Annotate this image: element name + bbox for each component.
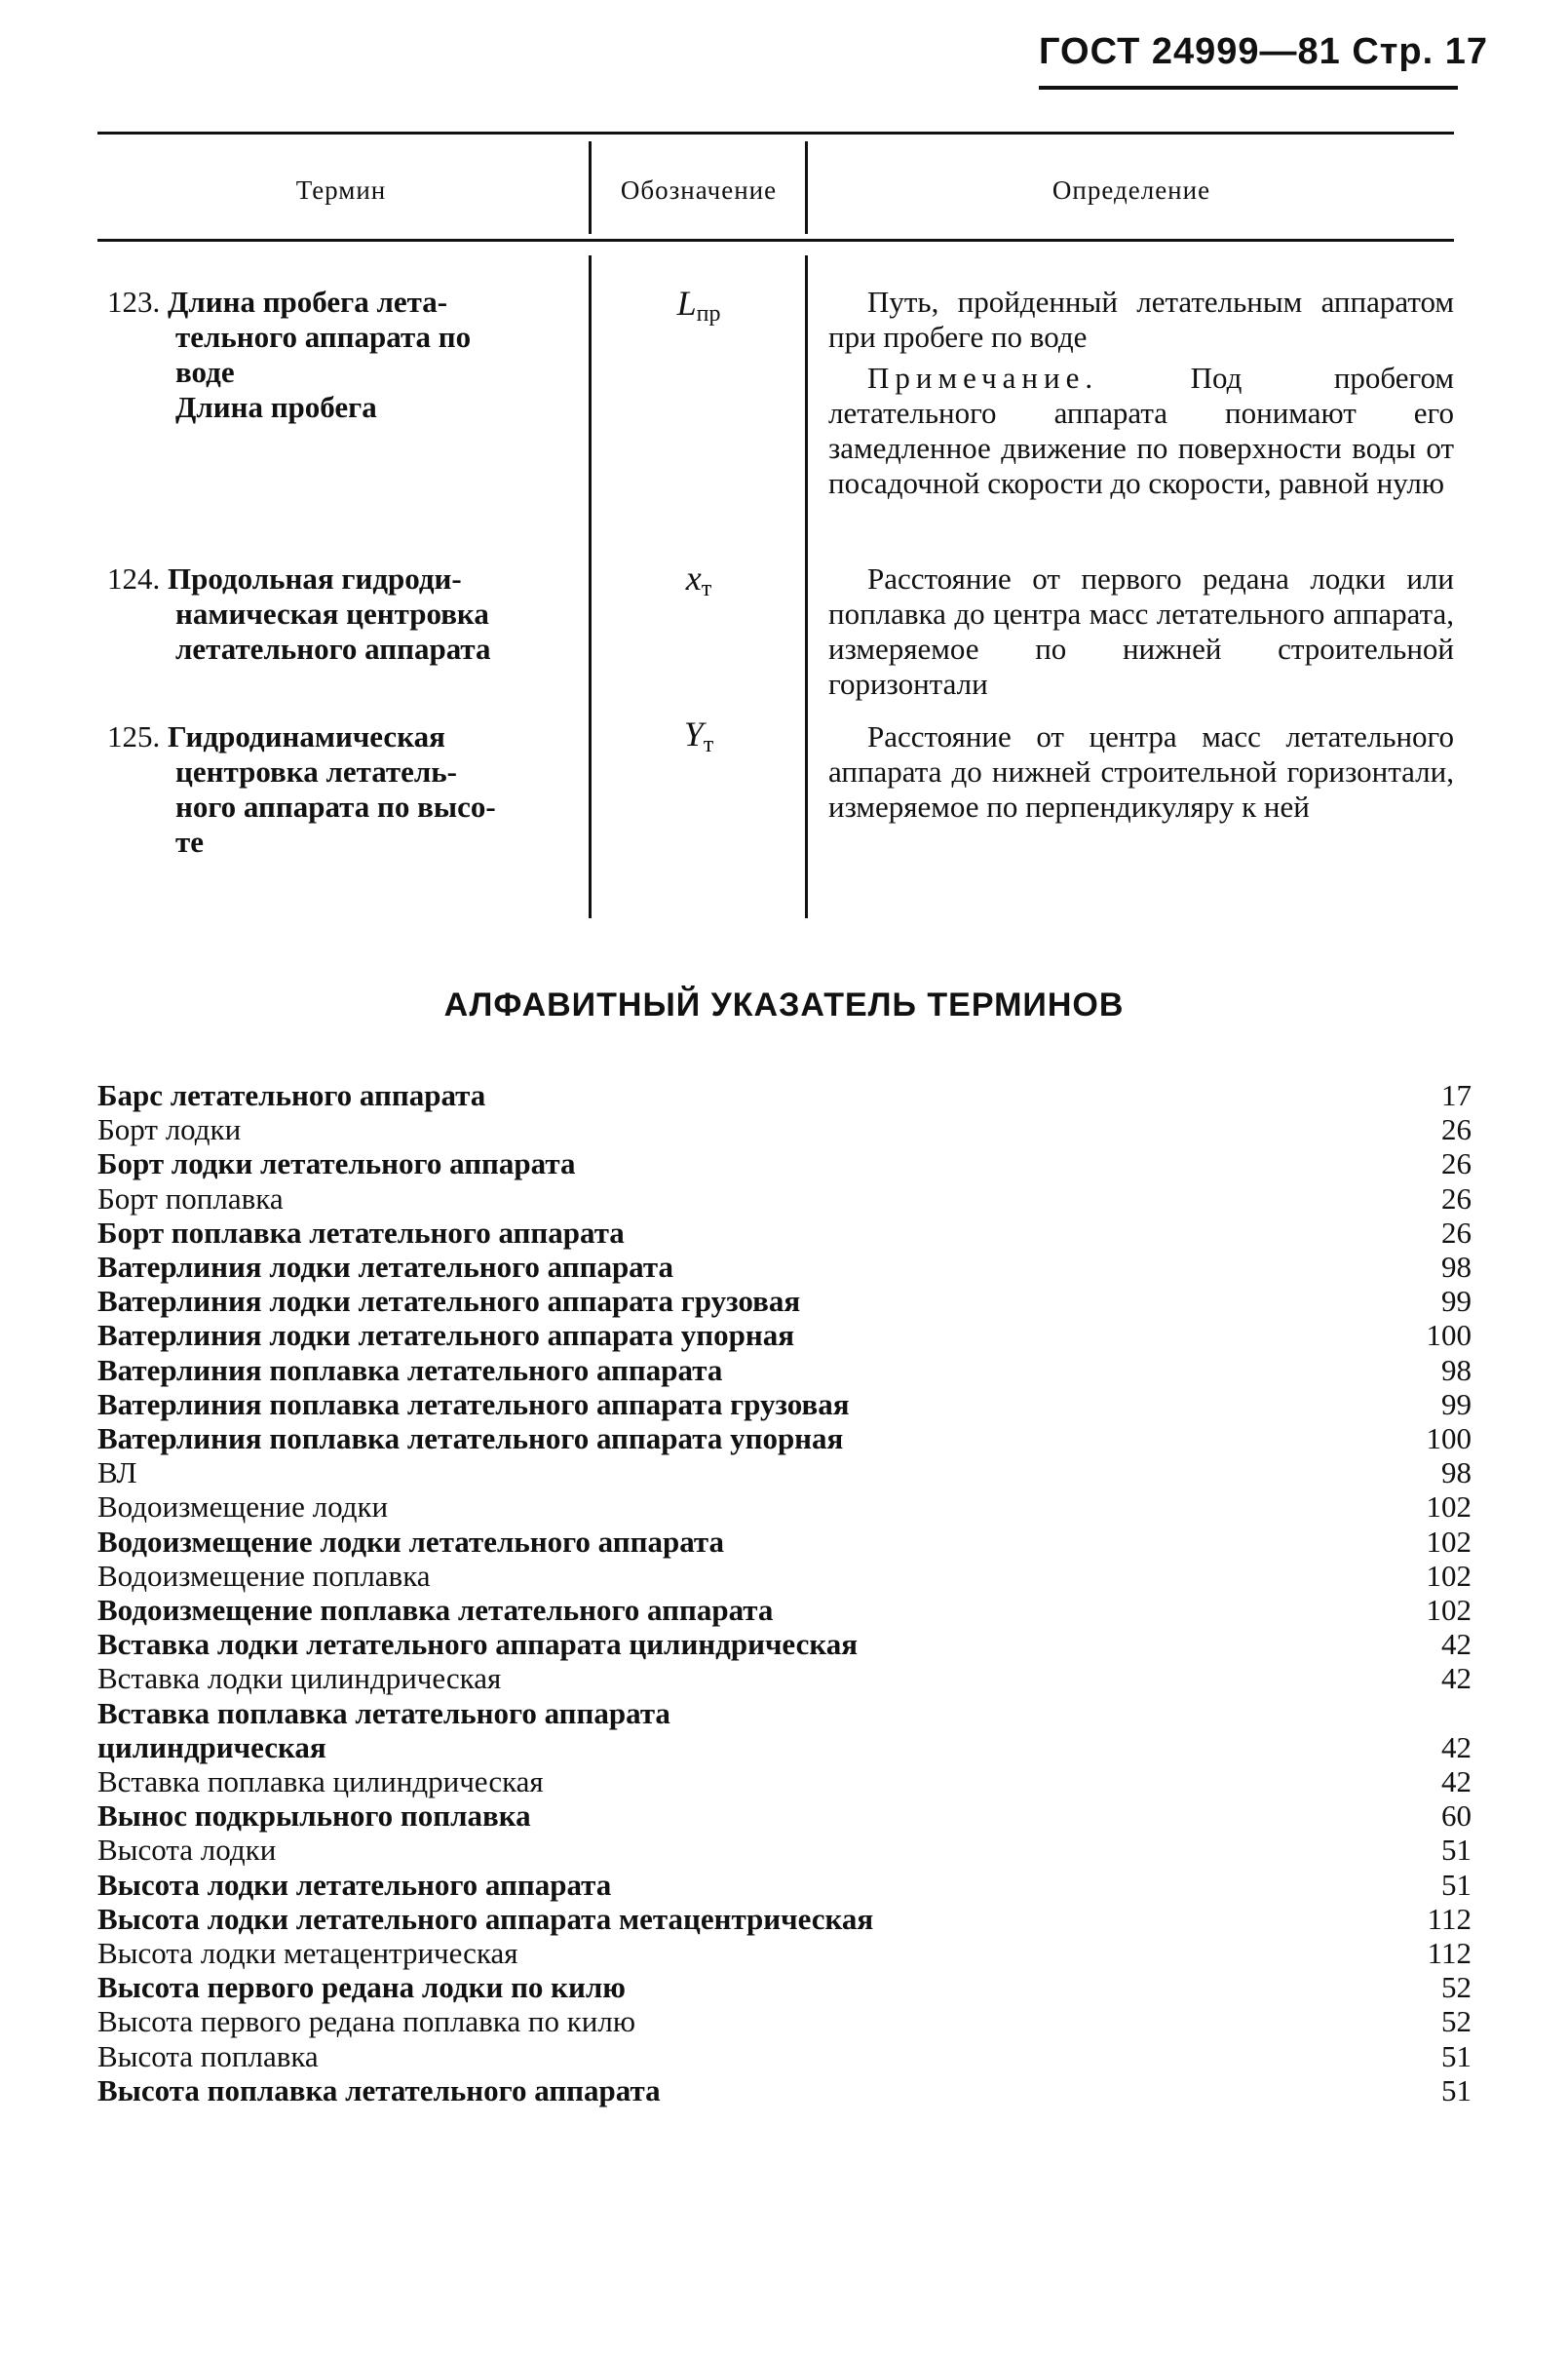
- index-term: Высота поплавка: [97, 2039, 319, 2073]
- index-term: ВЛ: [97, 1455, 137, 1489]
- term-number: 123.: [107, 285, 161, 319]
- definition-124: [828, 561, 1454, 702]
- symbol-subscript: пр: [696, 301, 721, 327]
- term-number: 125.: [107, 719, 161, 753]
- index-page: 52: [1441, 2004, 1472, 2038]
- symbol-123: [593, 283, 805, 328]
- index-page: 98: [1441, 1455, 1472, 1489]
- symbol-subscript: т: [703, 732, 714, 757]
- index-entry: [97, 1353, 1472, 1388]
- index-term: Ватерлиния лодки летательного аппарата грузовая: [97, 1284, 801, 1318]
- index-page: 51: [1441, 1868, 1472, 1902]
- term-line: ного аппарата по высо-: [175, 790, 496, 824]
- index-entry: [97, 1146, 1472, 1181]
- index-page: 102: [1426, 1525, 1472, 1559]
- index-page: 112: [1427, 1902, 1472, 1936]
- term-line: Длина пробега лета-: [168, 285, 448, 319]
- index-entry: [97, 1764, 1472, 1799]
- index-entry: [97, 1455, 1472, 1490]
- index-term: Ватерлиния поплавка летательного аппарата: [97, 1353, 723, 1387]
- index-page: 51: [1441, 2073, 1472, 2107]
- index-page: 26: [1441, 1146, 1472, 1180]
- note-text: Под пробегом летательного аппарата понимают его замедленное движение по поверхности воды от посадочной скорости до скорости, равной нулю: [828, 361, 1454, 500]
- index-term: Высота лодки летательного аппарата метацентрическая: [97, 1902, 874, 1936]
- term-line: намическая центровка: [175, 597, 489, 631]
- symbol-125: [593, 714, 805, 758]
- index-term: Вставка поплавка летательного аппарата: [97, 1696, 670, 1730]
- index-term: Ватерлиния лодки летательного аппарата: [97, 1250, 673, 1284]
- page-header: ГОСТ 24999—81 Стр. 17: [1039, 31, 1489, 72]
- column-header-symbol: Обозначение: [620, 175, 778, 205]
- index-entry: [97, 1387, 1472, 1422]
- index-entry: [97, 1318, 1472, 1353]
- index-entry: [97, 2073, 1472, 2108]
- index-term: Высота лодки: [97, 1833, 277, 1867]
- header-underline: [1039, 86, 1458, 90]
- index-page: 102: [1426, 1593, 1472, 1627]
- index-page: 26: [1441, 1216, 1472, 1250]
- index-page: 51: [1441, 1833, 1472, 1867]
- index-term: Ватерлиния поплавка летательного аппарата упорная: [97, 1421, 844, 1455]
- index-entry: [97, 1489, 1472, 1525]
- term-line: те: [175, 825, 204, 859]
- table-row-123-term: [107, 285, 565, 425]
- index-entry: [97, 1216, 1472, 1251]
- index-page: 42: [1441, 1730, 1472, 1764]
- index-page: 102: [1426, 1489, 1472, 1524]
- table-top-rule: [97, 132, 1454, 135]
- column-divider-2: [805, 255, 808, 918]
- table-row-125-term: [107, 719, 565, 860]
- column-header-definition: Определение: [1052, 175, 1211, 205]
- index-page: 98: [1441, 1250, 1472, 1284]
- index-page: 99: [1441, 1387, 1472, 1421]
- index-entry: [97, 1970, 1472, 2005]
- index-page: 102: [1426, 1559, 1472, 1593]
- table-header-rule: [97, 239, 1454, 242]
- index-entry: [97, 2039, 1472, 2074]
- column-divider-1: [589, 255, 592, 918]
- term-line: воде: [175, 355, 235, 389]
- column-divider-1-header: [589, 141, 592, 234]
- definition-text: Расстояние от первого редана лодки или поплавка до центра масс летательного аппарата, измеряемое по нижней строительной горизонтали: [828, 561, 1454, 701]
- index-page: 60: [1441, 1798, 1472, 1833]
- index-page: 100: [1426, 1318, 1472, 1352]
- symbol-subscript: т: [701, 576, 712, 601]
- index-page: 42: [1441, 1764, 1472, 1798]
- index-term: Вынос подкрыльного поплавка: [97, 1798, 531, 1833]
- symbol-main: L: [676, 284, 697, 323]
- index-page: 52: [1441, 1970, 1472, 2004]
- index-term: Вставка поплавка цилиндрическая: [97, 1764, 544, 1798]
- index-page: 99: [1441, 1284, 1472, 1318]
- definition-125: [828, 719, 1454, 825]
- index-term: Ватерлиния лодки летательного аппарата упорная: [97, 1318, 794, 1352]
- index-page: 42: [1441, 1627, 1472, 1661]
- note-label: Примечание.: [867, 361, 1099, 395]
- term-line: Продольная гидроди-: [168, 561, 462, 596]
- term-line: центровка летатель-: [175, 754, 457, 789]
- index-page: 51: [1441, 2039, 1472, 2073]
- column-divider-2-header: [805, 141, 808, 234]
- index-term: Вставка лодки цилиндрическая: [97, 1661, 502, 1695]
- index-entry: [97, 1078, 1472, 1113]
- index-page: 98: [1441, 1353, 1472, 1387]
- index-entry: [97, 1936, 1472, 1971]
- index-page: 17: [1441, 1078, 1472, 1112]
- index-entry: [97, 1868, 1472, 1903]
- index-term: Водоизмещение лодки: [97, 1489, 389, 1524]
- index-entry: [97, 1627, 1472, 1662]
- term-line: тельного аппарата по: [175, 320, 472, 354]
- column-header-term: Термин: [295, 175, 387, 205]
- definition-text: Расстояние от центра масс летательного аппарата до нижней строительной горизонтали, измеряемое по перпендикуляру к ней: [828, 719, 1454, 824]
- index-term: Борт поплавка летательного аппарата: [97, 1216, 625, 1250]
- index-term: Высота первого редана лодки по килю: [97, 1970, 626, 2004]
- index-entry: [97, 1696, 1472, 1731]
- definition-text: Путь, пройденный летательным аппаратом при пробеге по воде: [828, 285, 1454, 354]
- index-term: Высота лодки летательного аппарата: [97, 1868, 612, 1902]
- index-page: 100: [1426, 1421, 1472, 1455]
- index-term: Борт лодки летательного аппарата: [97, 1146, 576, 1180]
- term-line: Длина пробега: [175, 390, 377, 424]
- index-title: АЛФАВИТНЫЙ УКАЗАТЕЛЬ ТЕРМИНОВ: [443, 986, 1125, 1024]
- index-page: 42: [1441, 1661, 1472, 1695]
- index-term: цилиндрическая: [97, 1730, 326, 1764]
- index-entry: [97, 1593, 1472, 1628]
- index-term: Борт лодки: [97, 1112, 242, 1146]
- index-term: Вставка лодки летательного аппарата цилиндрическая: [97, 1627, 858, 1661]
- index-term: Ватерлиния поплавка летательного аппарата грузовая: [97, 1387, 850, 1421]
- index-page: 112: [1427, 1936, 1472, 1970]
- index-entry: [97, 1798, 1472, 1834]
- index-term: Высота лодки метацентрическая: [97, 1936, 518, 1970]
- index-term: Высота поплавка летательного аппарата: [97, 2073, 661, 2107]
- index-page: 26: [1441, 1112, 1472, 1146]
- index-entry: [97, 1250, 1472, 1285]
- definition-123: [828, 285, 1454, 501]
- index-entry: [97, 1112, 1472, 1147]
- index-term: Барс летательного аппарата: [97, 1078, 486, 1112]
- index-term: Водоизмещение поплавка: [97, 1559, 431, 1593]
- index-entry: [97, 1833, 1472, 1868]
- index-page: 26: [1441, 1181, 1472, 1216]
- index-entry: [97, 1181, 1472, 1217]
- index-entry: [97, 2004, 1472, 2039]
- table-row-124-term: [107, 561, 565, 667]
- symbol-main: x: [685, 559, 702, 598]
- index-term: Водоизмещение лодки летательного аппарата: [97, 1525, 725, 1559]
- index-entry: [97, 1661, 1472, 1696]
- symbol-main: Y: [683, 715, 704, 753]
- symbol-124: [593, 558, 805, 602]
- definition-note: [828, 361, 1454, 501]
- term-number: 124.: [107, 561, 161, 596]
- index-entry: [97, 1559, 1472, 1594]
- term-line: Гидродинамическая: [168, 719, 445, 753]
- index-term: Водоизмещение поплавка летательного аппарата: [97, 1593, 774, 1627]
- index-entry: [97, 1525, 1472, 1560]
- index-entry: [97, 1284, 1472, 1319]
- index-term: Высота первого редана поплавка по килю: [97, 2004, 636, 2038]
- term-line: летательного аппарата: [175, 632, 491, 666]
- index-term: Борт поплавка: [97, 1181, 284, 1216]
- index-entry: [97, 1421, 1472, 1456]
- index-entry: [97, 1902, 1472, 1937]
- index-entry: [97, 1730, 1472, 1765]
